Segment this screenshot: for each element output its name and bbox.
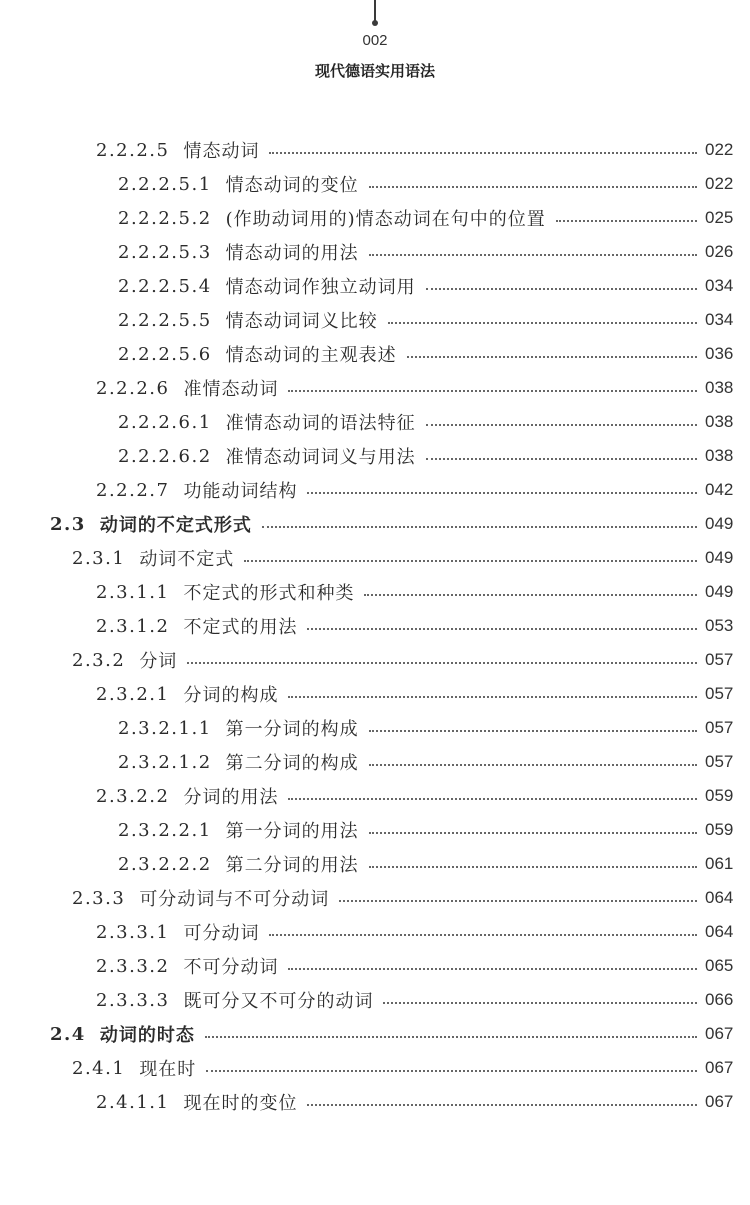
toc-entry[interactable] [0,235,750,269]
toc-entry-title: 情态动词的用法 [225,243,359,264]
toc-dot-leader [205,1036,697,1038]
toc-entry-number: 2.2.2.5.1 [118,173,212,195]
toc-entry[interactable] [0,1051,750,1085]
toc-dot-leader [288,696,697,698]
toc-entry-title: 情态动词的变位 [225,175,359,196]
toc-entry[interactable] [0,779,750,813]
toc-dot-leader [369,832,697,834]
toc-entry-title: 第一分词的用法 [225,821,359,842]
toc-entry-title: 分词的构成 [183,685,279,706]
toc-entry-title: 不定式的形式和种类 [183,583,355,604]
toc-dot-leader [388,322,697,324]
toc-entry-page: 059 [705,820,734,839]
page-number: 002 [362,32,388,49]
toc-entry-page: 059 [705,786,734,805]
toc-entry-title: 情态动词词义比较 [225,311,378,332]
toc-entry-number: 2.3.1 [72,547,126,569]
toc-entry-title: 情态动词的主观表述 [225,345,397,366]
toc-entry[interactable] [0,745,750,779]
toc-entry-page: 057 [705,650,734,669]
toc-entry-number: 2.3 [50,513,86,535]
toc-entry-number: 2.2.2.6.2 [118,445,212,467]
toc-entry[interactable] [0,269,750,303]
toc-entry[interactable] [0,133,750,167]
toc-entry-page: 067 [705,1058,734,1077]
toc-entry[interactable] [0,439,750,473]
toc-dot-leader [307,1104,697,1106]
header-rule [374,0,376,22]
toc-entry-title: 情态动词作独立动词用 [225,277,416,298]
toc-entry-number: 2.4.1.1 [96,1091,170,1113]
toc-entry[interactable] [0,405,750,439]
toc-entry[interactable] [0,575,750,609]
toc-entry-page: 053 [705,616,734,635]
toc-entry[interactable] [0,473,750,507]
toc-entry-title: 分词的用法 [183,787,279,808]
toc-entry-number: 2.4 [50,1023,86,1045]
toc-entry-title: 功能动词结构 [183,481,298,502]
toc-entry[interactable] [0,915,750,949]
toc-entry[interactable] [0,201,750,235]
toc-entry-title: 可分动词与不可分动词 [139,889,330,910]
toc-entry-title: 现在时 [139,1059,197,1080]
toc-entry-number: 2.3.3 [72,887,126,909]
toc-entry[interactable] [0,337,750,371]
toc-entry-page: 066 [705,990,734,1009]
toc-entry-number: 2.3.2.2.1 [118,819,212,841]
toc-entry-page: 026 [705,242,734,261]
toc-entry[interactable] [0,371,750,405]
toc-dot-leader [369,254,697,256]
toc-entry-number: 2.2.2.6.1 [118,411,212,433]
toc-dot-leader [556,220,697,222]
table-of-contents [0,133,750,1119]
toc-entry-title: (作助动词用的)情态动词在句中的位置 [225,209,546,230]
toc-entry-page: 057 [705,752,734,771]
toc-entry[interactable] [0,711,750,745]
toc-entry[interactable] [0,881,750,915]
toc-dot-leader [426,424,697,426]
toc-entry-number: 2.3.2.1.2 [118,751,212,773]
toc-dot-leader [383,1002,697,1004]
toc-dot-leader [288,798,697,800]
toc-entry-number: 2.3.2.2.2 [118,853,212,875]
toc-entry[interactable] [0,847,750,881]
toc-dot-leader [426,288,697,290]
toc-entry[interactable] [0,1085,750,1119]
toc-entry[interactable] [0,541,750,575]
toc-entry-number: 2.2.2.6 [96,377,170,399]
toc-entry-title: 准情态动词词义与用法 [225,447,416,468]
toc-dot-leader [369,866,697,868]
toc-entry-title: 准情态动词 [183,379,279,400]
toc-entry-number: 2.3.2 [72,649,126,671]
toc-entry-title: 情态动词 [183,141,260,162]
toc-entry-number: 2.3.2.1.1 [118,717,212,739]
toc-entry-title: 不可分动词 [183,957,279,978]
toc-entry[interactable] [0,813,750,847]
toc-entry-page: 064 [705,888,734,907]
toc-entry-page: 061 [705,854,734,873]
toc-entry-number: 2.2.2.5.3 [118,241,212,263]
toc-dot-leader [288,968,697,970]
toc-entry-number: 2.3.2.1 [96,683,170,705]
toc-entry-title: 现在时的变位 [183,1093,298,1114]
toc-entry-page: 064 [705,922,734,941]
toc-entry-page: 049 [705,548,734,567]
toc-dot-leader [262,526,697,528]
toc-dot-leader [364,594,697,596]
toc-entry-page: 057 [705,684,734,703]
toc-dot-leader [269,152,697,154]
toc-dot-leader [369,730,697,732]
toc-entry-title: 动词不定式 [139,549,235,570]
toc-entry-page: 065 [705,956,734,975]
toc-entry-page: 038 [705,412,734,431]
toc-dot-leader [369,764,697,766]
toc-dot-leader [307,628,697,630]
toc-entry-page: 022 [705,174,734,193]
toc-entry-page: 067 [705,1024,734,1043]
toc-dot-leader [269,934,697,936]
toc-entry-page: 057 [705,718,734,737]
toc-entry-title: 可分动词 [183,923,260,944]
toc-entry-title: 准情态动词的语法特征 [225,413,416,434]
toc-entry[interactable] [0,167,750,201]
toc-dot-leader [369,186,697,188]
toc-entry-number: 2.2.2.5.4 [118,275,212,297]
toc-entry-title: 分词 [139,651,178,672]
toc-entry-number: 2.2.2.5 [96,139,170,161]
toc-entry[interactable] [0,643,750,677]
toc-entry-page: 034 [705,310,734,329]
toc-entry[interactable] [0,609,750,643]
toc-entry-number: 2.2.2.5.2 [118,207,212,229]
toc-entry-page: 022 [705,140,734,159]
toc-dot-leader [244,560,697,562]
toc-entry-title: 既可分又不可分的动词 [183,991,374,1012]
toc-dot-leader [206,1070,697,1072]
toc-entry[interactable] [0,303,750,337]
toc-entry-title: 第一分词的构成 [225,719,359,740]
toc-entry[interactable] [0,507,750,541]
toc-entry-page: 067 [705,1092,734,1111]
toc-entry-page: 049 [705,582,734,601]
toc-entry-page: 038 [705,446,734,465]
toc-entry-number: 2.3.3.2 [96,955,170,977]
toc-entry-number: 2.3.1.1 [96,581,170,603]
header-dot [372,20,378,26]
toc-entry-page: 036 [705,344,734,363]
toc-entry[interactable] [0,677,750,711]
toc-entry[interactable] [0,983,750,1017]
toc-entry-number: 2.3.1.2 [96,615,170,637]
book-title: 现代德语实用语法 [314,62,435,80]
toc-dot-leader [339,900,697,902]
toc-entry-title: 动词的不定式形式 [99,515,252,536]
toc-dot-leader [426,458,697,460]
toc-dot-leader [307,492,697,494]
toc-entry-page: 049 [705,514,734,533]
toc-entry-number: 2.2.2.5.6 [118,343,212,365]
toc-entry-number: 2.2.2.7 [96,479,170,501]
toc-entry-title: 第二分词的构成 [225,753,359,774]
toc-entry-title: 动词的时态 [99,1025,195,1046]
toc-entry[interactable] [0,1017,750,1051]
toc-entry-title: 不定式的用法 [183,617,298,638]
toc-entry-number: 2.4.1 [72,1057,126,1079]
toc-entry-page: 042 [705,480,734,499]
toc-entry-page: 038 [705,378,734,397]
toc-entry-number: 2.3.3.1 [96,921,170,943]
toc-dot-leader [407,356,697,358]
toc-dot-leader [187,662,697,664]
toc-entry-page: 025 [705,208,734,227]
toc-entry[interactable] [0,949,750,983]
toc-dot-leader [288,390,697,392]
toc-entry-number: 2.2.2.5.5 [118,309,212,331]
toc-entry-page: 034 [705,276,734,295]
toc-entry-number: 2.3.2.2 [96,785,170,807]
toc-entry-title: 第二分词的用法 [225,855,359,876]
toc-entry-number: 2.3.3.3 [96,989,170,1011]
